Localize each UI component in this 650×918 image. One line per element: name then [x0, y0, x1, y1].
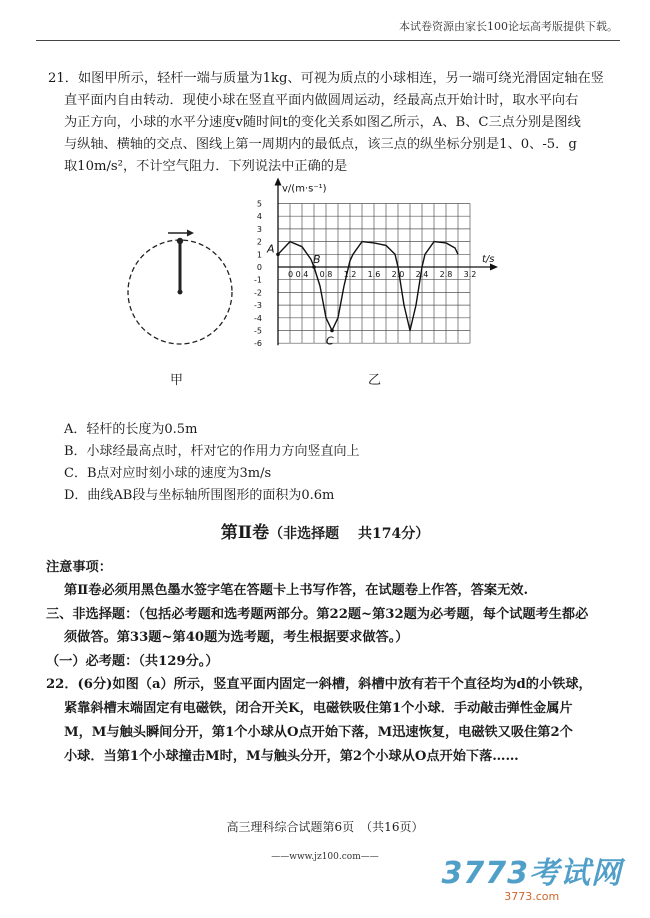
q22-line-3: M，M与触头瞬间分开，第1个小球从O点开始下落，M迅速恢复，电磁铁又吸住第2个	[64, 725, 573, 740]
watermark-logo: 3773考试网	[441, 856, 622, 891]
origin-label: 0	[288, 270, 294, 279]
series-line-vt	[278, 242, 458, 331]
point-a-label: A	[267, 242, 275, 256]
section-2-heading: 第Ⅱ卷	[220, 523, 270, 543]
y-tick-label: 5	[256, 199, 262, 209]
y-tick-label: 1	[256, 250, 262, 260]
q21-line-1: 21．如图甲所示，轻杆一端与质量为1kg、可视为质点的小球相连，另一端可绕光滑固定轴在竖	[48, 71, 604, 86]
part-3-line-1: 三、非选择题：（包括必考题和选考题两部分。第22题~第32题为必考题，每个试题考生都必	[46, 607, 589, 622]
x-tick-label: 3.2	[463, 270, 477, 279]
y-axis-label: v/(m·s⁻¹)	[282, 183, 327, 195]
x-tick-label: 1.2	[343, 270, 357, 279]
velocity-arrow-icon	[187, 230, 194, 237]
part-3-line-2: 须做答。第33题~第40题为选考题，考生根据要求做答。）	[64, 630, 409, 645]
q21-option-c: C．B点对应时刻小球的速度为3m/s	[64, 466, 272, 481]
page-footer: 高三理科综合试题第6页 （共16页）	[226, 820, 424, 834]
y-tick-label: 3	[256, 224, 262, 234]
point-c-label: C	[326, 334, 334, 348]
q21-line-2: 直平面内自由转动．现使小球在竖直平面内做圆周运动，经最高点开始计时，取水平向右	[64, 93, 579, 108]
notice-heading: 注意事项：	[46, 560, 112, 575]
ball	[177, 238, 183, 244]
y-tick-label: -6	[254, 339, 262, 349]
figure-yi-chart	[250, 165, 530, 365]
section-2-subtitle: （非选择题 共174分）	[269, 526, 430, 542]
header-note: 本试卷资源由家长100论坛高考版提供下载。	[399, 20, 618, 33]
pivot-axis	[178, 290, 183, 295]
x-tick-label: 2.0	[391, 270, 405, 279]
x-tick-label: 2.8	[439, 270, 453, 279]
q21-option-d: D．曲线AB段与坐标轴所围图形的面积为0.6m	[64, 488, 335, 503]
x-tick-label: 2.4	[415, 270, 429, 279]
section-2-title	[0, 518, 650, 543]
x-tick-label: 0.8	[319, 270, 333, 279]
q21-option-b: B．小球经最高点时，杆对它的作用力方向竖直向上	[64, 444, 360, 459]
point-c-marker	[330, 329, 334, 333]
y-tick-label: 4	[256, 212, 262, 222]
point-b-label: B	[313, 253, 321, 266]
point-a-marker	[276, 253, 280, 257]
q21-line-5: 取10m/s²，不计空气阻力．下列说法中正确的是	[64, 159, 348, 174]
y-tick-label: -5	[254, 326, 262, 336]
q21-line-3: 为正方向，小球的水平分速度v随时间t的变化关系如图乙所示，A、B、C三点分别是图线	[64, 115, 581, 130]
x-tick-label: 0.4	[295, 270, 309, 279]
chart-points	[266, 242, 334, 347]
notice-body: 第Ⅱ卷必须用黑色墨水签字笔在答题卡上书写作答，在试题卷上作答，答案无效.	[64, 583, 529, 598]
site-watermark	[442, 848, 623, 903]
q21-line-4: 与纵轴、横轴的交点、图线上第一周期内的最低点，该三点的纵坐标分别是1、0、-5．g	[64, 137, 577, 152]
y-axis-arrow-icon	[275, 178, 282, 186]
x-axis-label: t/s	[482, 254, 495, 265]
y-tick-label: 2	[256, 237, 262, 247]
q22-line-1: 22．(6分)如图（a）所示，竖直平面内固定一斜槽，斜槽中放有若干个直径均为d的小铁球，	[46, 677, 592, 692]
y-tick-label: -2	[254, 288, 262, 298]
q21-option-a: A．轻杆的长度为0.5m	[64, 422, 198, 437]
chart-ticks	[254, 200, 476, 349]
q22-line-4: 小球．当第1个小球撞击M时，M与触头分开，第2个小球从O点开始下落……	[64, 749, 519, 764]
y-tick-label: -1	[254, 275, 262, 285]
figure-jia	[118, 222, 238, 372]
x-tick-label: 1.6	[367, 270, 381, 279]
required-section-label: （一）必考题：（共129分。）	[46, 654, 219, 669]
chart-curve	[278, 242, 458, 331]
y-tick-label: 0	[256, 263, 262, 272]
q22-line-2: 紧靠斜槽末端固定有电磁铁，闭合开关K，电磁铁吸住第1个小球．手动敲击弹性金属片	[64, 701, 573, 716]
footer-url: ——www.jz100.com——	[271, 852, 379, 862]
y-tick-label: -4	[254, 313, 262, 323]
watermark-domain: 3773.com	[504, 890, 560, 903]
figure-jia-label: 甲	[170, 373, 184, 388]
figure-yi-label: 乙	[368, 373, 382, 388]
header-divider	[36, 40, 620, 41]
y-tick-label: -3	[254, 301, 262, 311]
